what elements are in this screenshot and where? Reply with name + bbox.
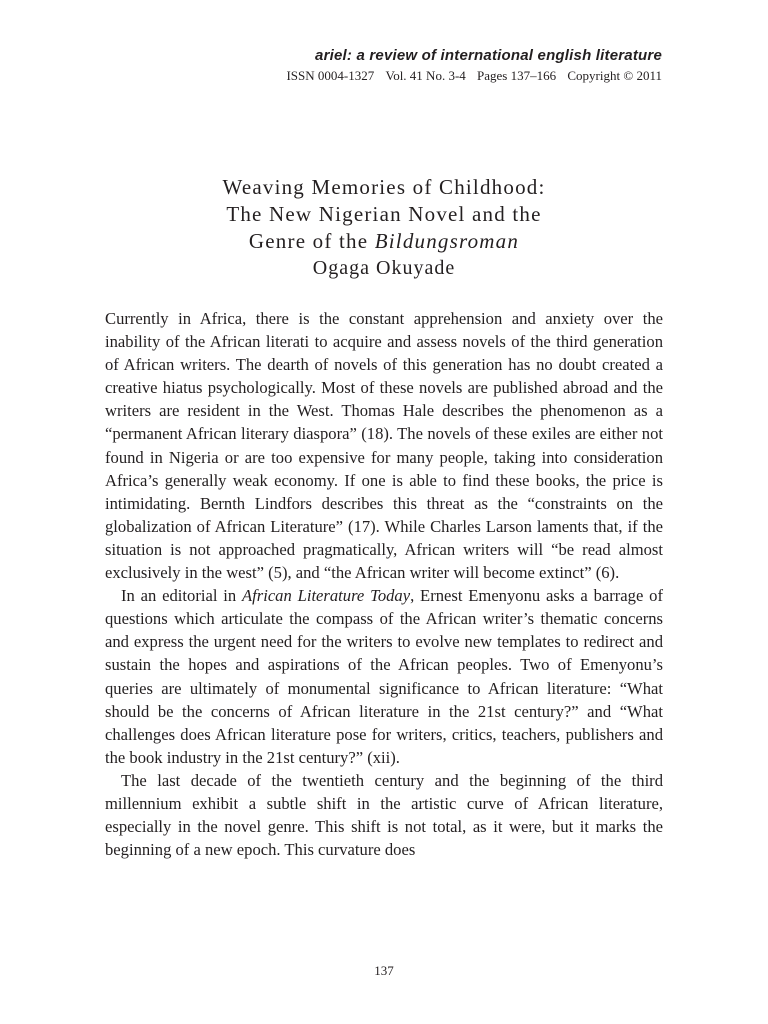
title-line-3 [105,228,663,255]
journal-name: ariel: a review of international english literature [315,47,662,64]
volume: Vol. 41 No. 3-4 [385,68,466,83]
title-line-1: Weaving Memories of Childhood: [222,175,546,199]
paragraph-3: The last decade of the twentieth century and the beginning of the third millennium exhibit a subtle shift in the artistic curve of African literature, especially in the novel genre. This shift is not total, as it were, but it marks the beginning of a new epoch. This curvature does [105,770,663,860]
paragraph-2-after: , Ernest Emenyonu asks a barrage of questions which articulate the compass of the African writer’s thematic concerns and express the urgent need for the writers to evolve new templates to redirect and sustain the hopes and aspirations of the African peoples. Two of Emenyonu’s queries are ultimately of monumental significance to African literature: “What should be the concerns of African literature in the 21st century?” and “What challenges does African literature pose for writers, critics, teachers, publishers and the book industry in the 21st century?” (xii). [105,586,663,767]
title-line-3-italic: Bildungsroman [374,229,520,253]
journal-meta [286,67,662,85]
paragraph-2 [105,584,663,769]
paragraph-2-before: In an editorial in [121,586,242,606]
copyright: Copyright © 2011 [567,68,662,83]
issn: ISSN 0004-1327 [286,68,375,83]
author-name: Ogaga Okuyade [312,257,456,279]
paragraph-1: Currently in Africa, there is the constant apprehension and anxiety over the inability of the African literati to acquire and assess novels of the third generation of African writers. The dearth of novels of this generation has no doubt created a creative hiatus psychologically. Most of these novels are published abroad and the writers are resident in the West. Thomas Hale describes the phenomenon as a “permanent African literary diaspora” (18). The novels of these exiles are either not found in Nigeria or are too expensive for many people, taking into consideration Africa’s generally weak economy. If one is able to find these books, the price is intimidating. Bernth Lindfors describes this threat as the “constraints on the globalization of African Literature” (17). While Charles Larson laments that, if the situation is not approached pragmatically, African writers will “be read almost exclusively in the west” (5), and “the African writer will become extinct” (6). [105,309,663,583]
article-title-block [105,174,663,281]
page-range: Pages 137–166 [477,68,557,83]
journal-header [286,46,662,85]
journal-title-italic: African Literature Today [242,586,411,606]
title-line-3-prefix: Genre of the [248,229,375,253]
page-number: 137 [374,963,394,978]
title-line-2: The New Nigerian Novel and the [226,202,542,226]
article-body [105,307,663,861]
